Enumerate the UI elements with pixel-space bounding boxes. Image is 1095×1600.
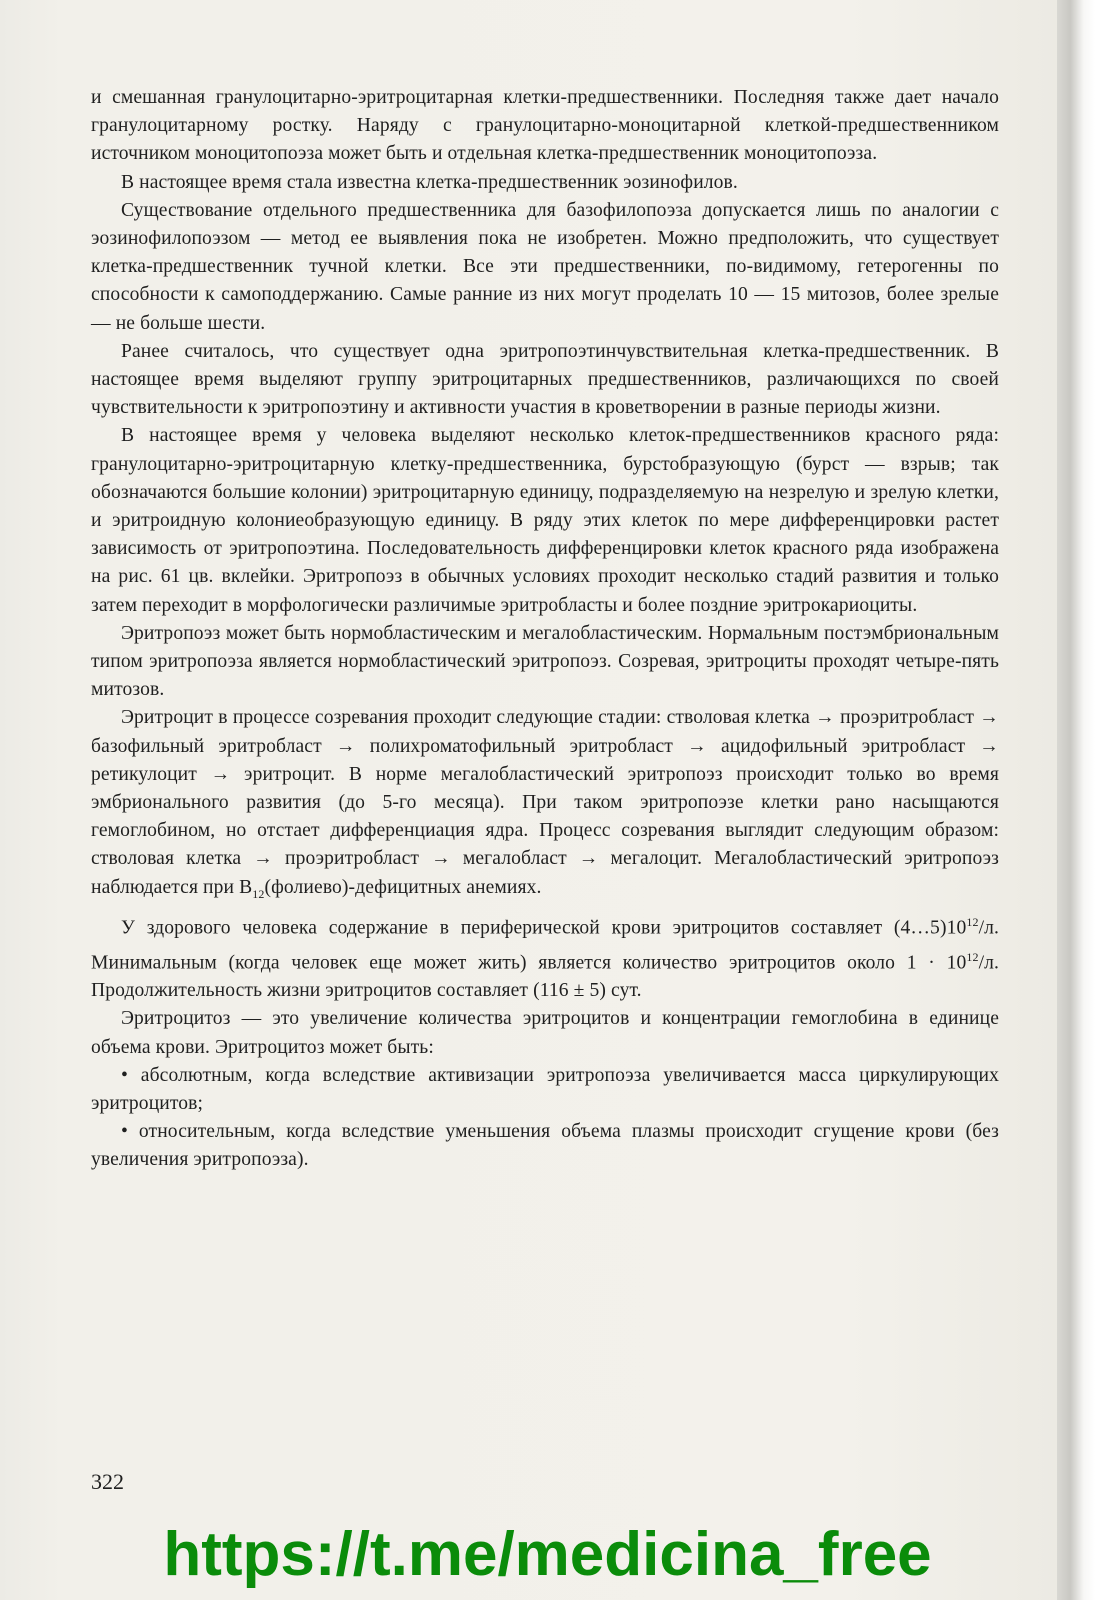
book-spine-shadow: [1057, 0, 1095, 1600]
paragraph-3: Существование отдельного предшественника для базофилопоэза допускается лишь по аналогии с эозинофилопоэзом — метод ее выявления пока не изобретен. Можно предположить, что существует клетка-предшественник тучной клетки. Все эти предшественники, по-видимому, гетерогенны по способности к самоподдержанию. Самые ранние из них могут проделать 10 — 15 митозов, более зрелые — не больше шести.: [91, 199, 999, 334]
paragraph-6: Эритропоэз может быть нормобластическим и мегалобластическим. Нормальным постэмбриональным типом эритропоэза является нормобластический эритропоэз. Созревая, эритроциты проходят четыре-пять митозов.: [91, 622, 999, 701]
watermark-link[interactable]: https://t.me/medicina_free: [163, 1520, 932, 1589]
body-text: [91, 84, 999, 1175]
bullet-item-1: • абсолютным, когда вследствие активизации эритропоэза увеличивается масса циркулирующих эритроцитов;: [91, 1064, 999, 1115]
bullet-item-2: • относительным, когда вследствие уменьшения объема плазмы происходит сгущение крови (без увеличения эритропоэза).: [91, 1121, 999, 1171]
paragraph-7-text: Эритроцит в процессе созревания проходит следующие стадии: стволовая клетка → проэритробласт → базофильный эритробласт → полихроматофильный эритробласт → ацидофильный эритробласт → ретикулоцит → эритроцит. В норме мегалобластический эритропоэз происходит только во время эмбрионального развития (до 5-го месяца). При таком эритропоэзе клетки рано насыщаются гемоглобином, но отстает дифференциация ядра. Процесс созревания выглядит следующим образом: стволовая клетка → проэритробласт → мегалобласт → мегалоцит. Мегалобластический эритропоэз наблюдается при B: [91, 707, 999, 898]
paragraph-8-text-a: У здорового человека содержание в периферической крови эритроцитов составляет (4…5)10: [121, 917, 967, 939]
paragraph-8-text-b: /л. Минимальным (когда человек еще может жить) является количество эритроцитов около 1 · 10: [91, 917, 999, 974]
paragraph-5: В настоящее время у человека выделяют несколько клеток-предшественников красного ряда: гранулоцитарно-эритроцитарную клетку-предшественника, бурстобразующую (бурст — взрыв; так обозначаются большие колонии) эритроцитарную единицу, подразделяемую на незрелую и зрелую клетки, и эритроидную колониеобразующую единицу. В ряду этих клеток по мере дифференцировки растет зависимость от эритропоэтина. Последовательность дифференцировки клеток красного ряда изображена на рис. 61 цв. вклейки. Эритропоэз в обычных условиях проходит несколько стадий развития и только затем переходит в морфологически различимые эритробласты и более поздние эритрокариоциты.: [91, 425, 999, 616]
paragraph-8: [91, 908, 999, 1006]
page-number: 322: [91, 1469, 124, 1494]
paragraph-4: Ранее считалось, что существует одна эритропоэтинчувствительная клетка-предшественник. В настоящее время выделяют группу эритроцитарных предшественников, различающихся по своей чувствительности к эритропоэтину и активности участия в кроветворении в разные периоды жизни.: [91, 340, 999, 419]
paragraph-1: и смешанная гранулоцитарно-эритроцитарная клетки-предшественники. Последняя также дает начало гранулоцитарному ростку. Наряду с гранулоцитарно-моноцитарной клеткой-предшественником источником моноцитопоэза может быть и отдельная клетка-предшественник моноцитопоэза.: [91, 87, 999, 165]
b12-subscript: 12: [252, 886, 265, 901]
exponent-1: 12: [966, 914, 979, 929]
paragraph-2: В настоящее время стала известна клетка-предшественник эозинофилов.: [121, 171, 738, 193]
paragraph-8-text-c: /л. Продолжительность жизни эритроцитов составляет (116 ± 5) сут.: [91, 952, 999, 1002]
paragraph-7-tail: (фолиево)-дефицитных анемиях.: [264, 876, 542, 898]
paragraph-7: [91, 704, 999, 907]
exponent-2: 12: [966, 949, 979, 964]
paragraph-9: Эритроцитоз — это увеличение количества эритроцитов и концентрации гемоглобина в единице объема крови. Эритроцитоз может быть:: [91, 1008, 999, 1058]
